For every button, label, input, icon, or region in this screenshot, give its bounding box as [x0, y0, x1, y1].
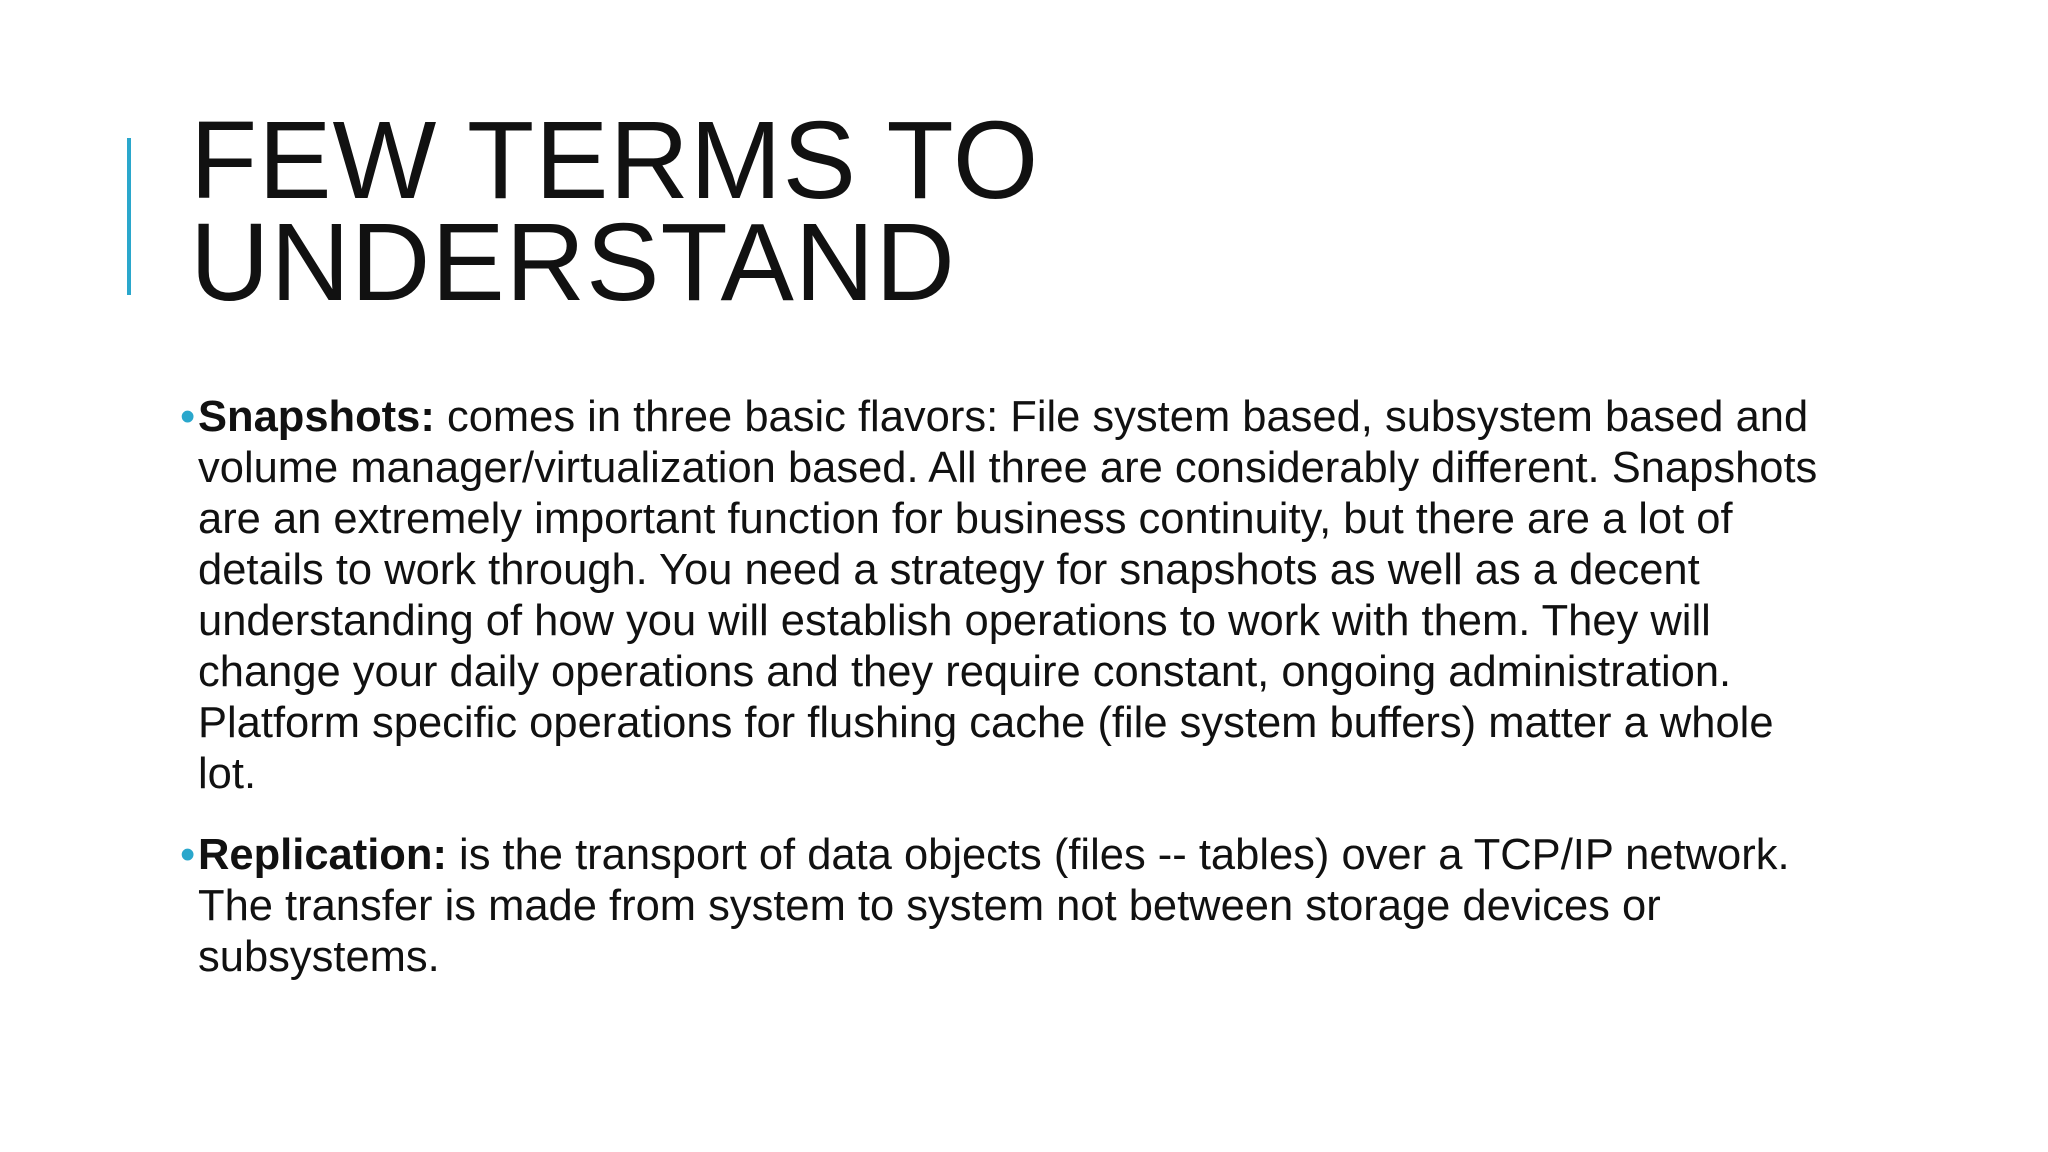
- term-replication: Replication:: [198, 831, 447, 879]
- title-line-2: UNDERSTAND: [190, 201, 956, 324]
- bullet-item-replication: [180, 830, 1820, 983]
- title-line-1: FEW TERMS TO: [190, 99, 1040, 222]
- title-accent-bar: [127, 138, 131, 295]
- slide-title: [190, 99, 1040, 324]
- bullet-dot-icon: •: [180, 831, 196, 879]
- bullet-item-snapshots: [180, 392, 1820, 800]
- definition-replication: is the transport of data objects (files -- tables) over a TCP/IP network. The transfer is made from system to system not between storage devices or subsystems.: [198, 831, 1790, 981]
- bullet-dot-icon: •: [180, 393, 196, 441]
- bullet-list: [180, 392, 1820, 1013]
- term-snapshots: Snapshots:: [198, 393, 435, 441]
- definition-snapshots: comes in three basic flavors: File system based, subsystem based and volume manager/virtualization based. All three are considerably different. Snapshots are an extremely important function for business continuity, but there are a lot of details to work through. You need a strategy for snapshots as well as a decent understanding of how you will establish operations to work with them. They will change your daily operations and they require constant, ongoing administration. Platform specific operations for flushing cache (file system buffers) matter a whole lot.: [198, 393, 1818, 798]
